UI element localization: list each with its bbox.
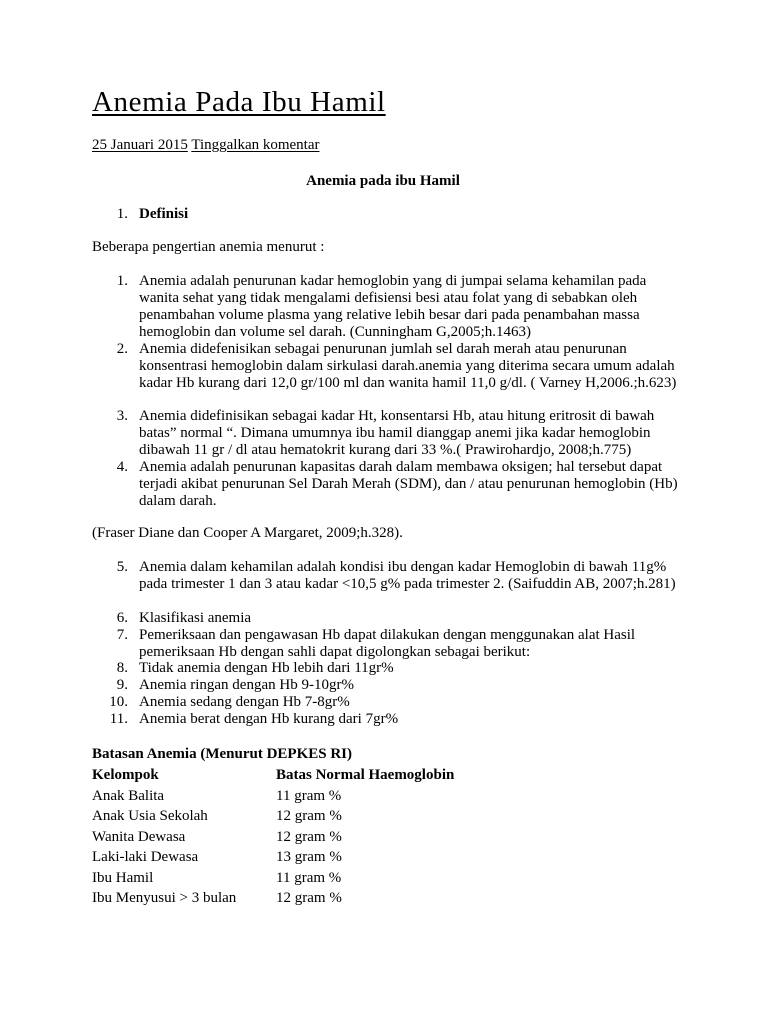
list-number: 11. xyxy=(109,711,128,727)
list-text: Anemia berat dengan Hb kurang dari 7gr% xyxy=(139,711,399,727)
table-cell: Anak Balita xyxy=(92,788,165,804)
list-number: 10. xyxy=(109,694,128,710)
table-cell: 11 gram % xyxy=(276,870,342,886)
list-text: Klasifikasi anemia xyxy=(139,610,252,626)
list-number: 1. xyxy=(116,273,128,289)
list-text: Anemia adalah penurunan kadar hemoglobin yang di jumpai selama kehamilan pada wanita sehat yang tidak mengalami defisiensi besi atau folat yang di sebabkan oleh penambahan volume plasma yang relative lebih besar dari pada penambahan massa hemoglobin dan volume sel darah. (Cunningham G,2005;h.1463) xyxy=(139,273,647,340)
comment-link[interactable]: Tinggalkan komentar xyxy=(191,137,320,153)
list-text: Anemia adalah penurunan kapasitas darah dalam membawa oksigen; hal tersebut dapat terjadi akibat penurunan Sel Darah Merah (SDM), dan / atau penurunan hemoglobin (Hb) dalam darah. xyxy=(139,459,678,509)
list-number: 9. xyxy=(116,677,128,693)
list-text: Anemia didefenisikan sebagai penurunan jumlah sel darah merah atau penurunan konsentrasi hemoglobin dalam sirkulasi darah.anemia yang diterima secara umum adalah kadar Hb kurang dari 12,0 gr/100 ml dan wanita hamil 11,0 g/dl. ( Varney H,2006.;h.623) xyxy=(139,341,677,391)
list-number: 4. xyxy=(116,459,128,475)
list-text: Tidak anemia dengan Hb lebih dari 11gr% xyxy=(139,660,394,676)
list-text: Anemia dalam kehamilan adalah kondisi ibu dengan kadar Hemoglobin di bawah 11g% pada trimester 1 dan 3 atau kadar <10,5 g% pada trimester 2. (Saifuddin AB, 2007;h.281) xyxy=(139,559,676,592)
table-cell: 12 gram % xyxy=(276,890,342,906)
post-meta xyxy=(92,137,320,154)
page-title: Anemia Pada Ibu Hamil xyxy=(92,86,386,118)
table-header-cell: Batas Normal Haemoglobin xyxy=(276,767,455,783)
table-cell: 11 gram % xyxy=(276,788,342,804)
citation-text: (Fraser Diane dan Cooper A Margaret, 2009;h.328). xyxy=(92,525,403,541)
article-heading: Anemia pada ibu Hamil xyxy=(306,173,460,189)
table-header-cell: Kelompok xyxy=(92,767,159,783)
table-cell: 12 gram % xyxy=(276,829,342,845)
table-cell: Wanita Dewasa xyxy=(92,829,186,845)
list-text: Anemia didefinisikan sebagai kadar Ht, konsentarsi Hb, atau hitung eritrosit di bawah batas” normal “. Dimana umumnya ibu hamil dianggap anemi jika kadar hemoglobin dibawah 11 gr / dl atau hematokrit kurang dari 33 %.( Prawirohardjo, 2008;h.775) xyxy=(139,408,655,458)
list-text: Pemeriksaan dan pengawasan Hb dapat dilakukan dengan menggunakan alat Hasil pemeriksaan Hb dengan sahli dapat digolongkan sebagai berikut: xyxy=(139,627,636,660)
table-cell: Anak Usia Sekolah xyxy=(92,808,208,824)
date-link[interactable]: 25 Januari 2015 xyxy=(92,137,188,153)
list-text: Anemia sedang dengan Hb 7-8gr% xyxy=(139,694,350,710)
list-number: 2. xyxy=(116,341,128,357)
list-number: 8. xyxy=(116,660,128,676)
table-cell: 12 gram % xyxy=(276,808,342,824)
table-cell: 13 gram % xyxy=(276,849,342,865)
section-number: 1. xyxy=(116,206,128,222)
list-number: 5. xyxy=(116,559,128,575)
table-cell: Ibu Menyusui > 3 bulan xyxy=(92,890,237,906)
list-number: 6. xyxy=(116,610,128,626)
list-text: Anemia ringan dengan Hb 9-10gr% xyxy=(139,677,354,693)
table-cell: Laki-laki Dewasa xyxy=(92,849,199,865)
list-number: 7. xyxy=(116,627,128,643)
table-cell: Ibu Hamil xyxy=(92,870,154,886)
table-caption: Batasan Anemia (Menurut DEPKES RI) xyxy=(92,746,353,762)
list-number: 3. xyxy=(116,408,128,424)
section-label: Definisi xyxy=(139,206,189,222)
intro-text: Beberapa pengertian anemia menurut : xyxy=(92,239,325,255)
